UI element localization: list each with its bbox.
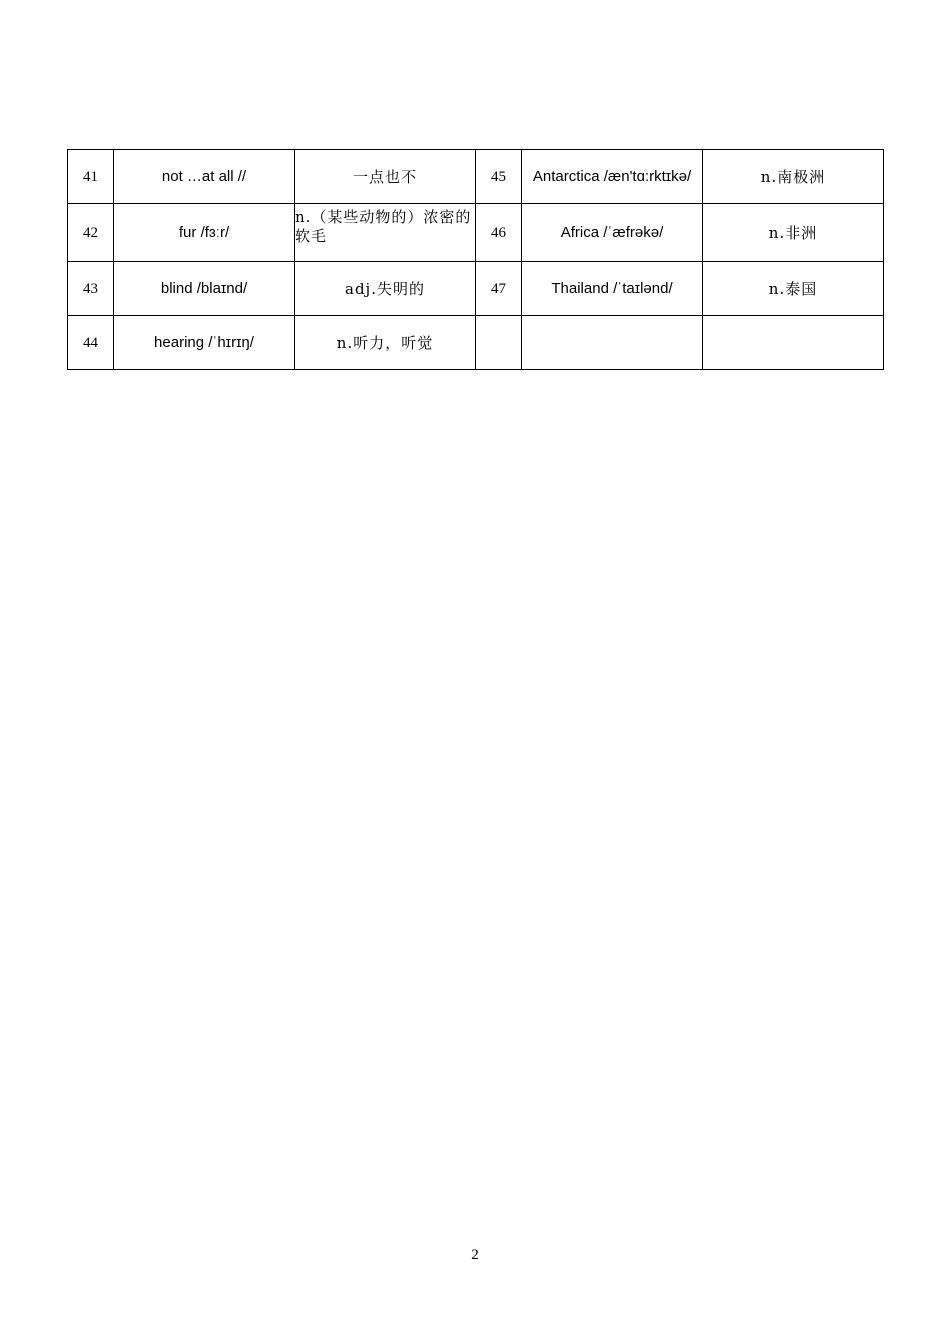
vocabulary-table [67,149,884,370]
table-row [68,150,884,204]
table-row [68,204,884,262]
page-number: 2 [471,1247,479,1263]
entry-meaning: n.泰国 [703,262,884,316]
entry-meaning: adj.失明的 [295,262,476,316]
entry-number: 42 [68,204,114,262]
entry-meaning: n.听力，听觉 [295,316,476,370]
entry-number: 44 [68,316,114,370]
entry-word: not …at all // [114,150,295,204]
entry-meaning: n.非洲 [703,204,884,262]
entry-number: 41 [68,150,114,204]
entry-word-empty [522,316,703,370]
entry-meaning: n.（某些动物的）浓密的软毛 [295,204,476,262]
entry-number: 46 [476,204,522,262]
entry-number: 43 [68,262,114,316]
entry-word: hearing /ˈhɪrɪŋ/ [114,316,295,370]
entry-word: Africa /ˈæfrəkə/ [522,204,703,262]
entry-meaning-empty [703,316,884,370]
entry-word: fur /fɜːr/ [114,204,295,262]
entry-word: Thailand /ˈtaɪlənd/ [522,262,703,316]
table-row [68,262,884,316]
entry-number: 47 [476,262,522,316]
entry-meaning: n.南极洲 [703,150,884,204]
entry-number: 45 [476,150,522,204]
table-row [68,316,884,370]
entry-word: blind /blaɪnd/ [114,262,295,316]
entry-meaning: 一点也不 [295,150,476,204]
entry-word: Antarctica /æn'tɑ:rktɪkə/ [522,150,703,204]
entry-number-empty [476,316,522,370]
